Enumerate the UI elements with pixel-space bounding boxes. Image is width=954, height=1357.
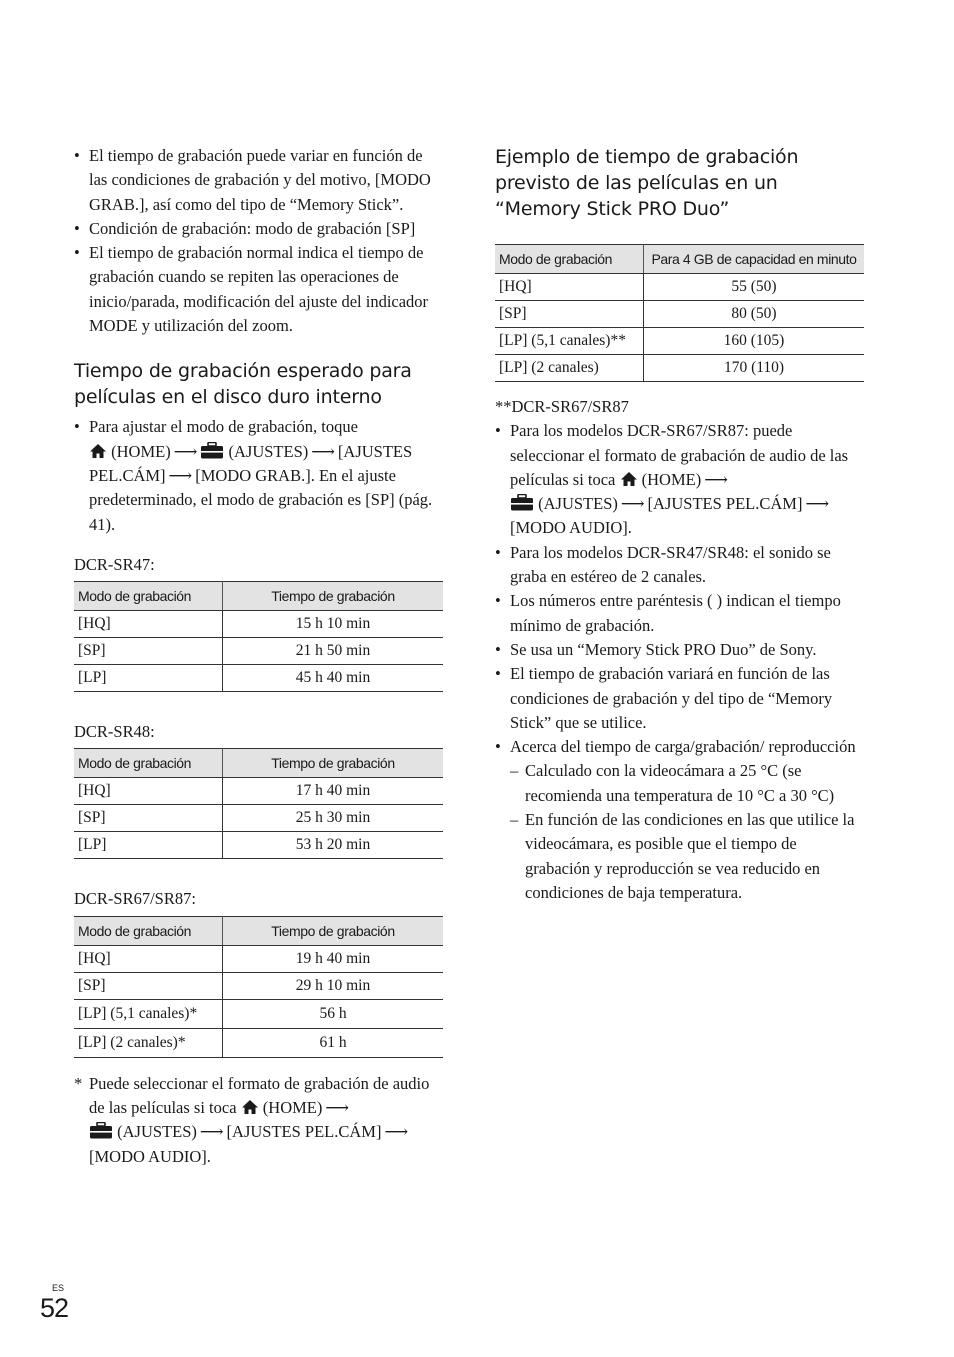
- left-column: [74, 144, 444, 1169]
- table-row: [495, 328, 864, 355]
- right-column: [495, 144, 865, 905]
- cell-minutes: 55 (50): [644, 274, 865, 301]
- column-header: Modo de grabación: [74, 749, 223, 778]
- arrow-right-icon: ⟶: [311, 441, 335, 461]
- cell-mode: [LP] (5,1 canales)*: [74, 999, 223, 1028]
- sub-bullets: [510, 759, 865, 905]
- cell-time: 53 h 20 min: [223, 832, 444, 859]
- home-icon: [241, 1099, 259, 1115]
- cell-time: 19 h 40 min: [223, 945, 444, 972]
- table-sr67-sr87: [74, 916, 443, 1058]
- column-header: Modo de grabación: [74, 582, 223, 611]
- note-bullet: • El tiempo de grabación variará en función de las condiciones de grabación y del tipo de “Memory Stick” que se utilice.: [495, 662, 865, 735]
- table-row: [74, 611, 443, 638]
- table-row: [74, 972, 443, 999]
- table-row: [74, 778, 443, 805]
- page-number: 52: [40, 1293, 69, 1323]
- cell-mode: [LP]: [74, 665, 223, 692]
- cell-time: 61 h: [223, 1028, 444, 1057]
- table-row: [74, 832, 443, 859]
- footnote: * Puede seleccionar el formato de grabación de audio de las películas si toca (HOME) ⟶ (AJUSTES) ⟶ [AJUSTES PEL.CÁM] ⟶ [MODO AUDIO].: [74, 1073, 430, 1166]
- note-bullet: • Se usa un “Memory Stick PRO Duo” de Sony.: [495, 638, 865, 662]
- cell-time: 45 h 40 min: [223, 665, 444, 692]
- cell-mode: [LP] (5,1 canales)**: [495, 328, 644, 355]
- howto-bullet: • Para ajustar el modo de grabación, toque (HOME) ⟶ (AJUSTES) ⟶ [AJUSTES PEL.CÁM] ⟶ [MODO GRAB.]. En el ajuste predeterminado, el modo de grabación es [SP] (pág. 41).: [74, 415, 444, 536]
- model-label-sr48: DCR-SR48:: [74, 722, 155, 742]
- toolbox-icon: [510, 494, 534, 511]
- page-footer: [40, 1283, 68, 1323]
- cell-time: 25 h 30 min: [223, 805, 444, 832]
- cell-mode: [SP]: [74, 638, 223, 665]
- cell-mode: [SP]: [74, 972, 223, 999]
- table-row: [495, 301, 864, 328]
- table-row: [74, 805, 443, 832]
- arrow-right-icon: ⟶: [384, 1122, 409, 1142]
- note-bullet-audio: • Para los modelos DCR-SR67/SR87: puede seleccionar el formato de grabación de audio de las películas si toca (HOME) ⟶ (AJUSTES) ⟶ [AJUSTES PEL.CÁM] ⟶ [MODO AUDIO].: [495, 419, 865, 540]
- table-row: [74, 665, 443, 692]
- sub-bullet: – Calculado con la videocámara a 25 °C (se recomienda una temperatura de 10 °C a 30 °C): [510, 759, 865, 808]
- toolbox-icon: [200, 442, 224, 459]
- arrow-right-icon: ⟶: [620, 494, 645, 514]
- intro-bullet: • Condición de grabación: modo de grabación [SP]: [74, 217, 444, 241]
- cell-mode: [LP] (2 canales): [495, 355, 644, 382]
- table-row: [74, 638, 443, 665]
- arrow-right-icon: ⟶: [168, 465, 193, 485]
- table-row: [74, 945, 443, 972]
- note-bullet: • Para los modelos DCR-SR47/SR48: el sonido se graba en estéreo de 2 canales.: [495, 541, 865, 590]
- cell-mode: [HQ]: [495, 274, 644, 301]
- table-row: [74, 1028, 443, 1057]
- home-icon: [89, 443, 107, 459]
- column-header: Tiempo de grabación: [223, 582, 444, 611]
- section-heading-memory-stick: Ejemplo de tiempo de grabación previsto de las películas en un “Memory Stick PRO Duo”: [495, 146, 799, 220]
- cell-minutes: 80 (50): [644, 301, 865, 328]
- intro-bullets: [74, 144, 444, 338]
- cell-mode: [LP] (2 canales)*: [74, 1028, 223, 1057]
- cell-mode: [HQ]: [74, 945, 223, 972]
- cell-minutes: 160 (105): [644, 328, 865, 355]
- table-row: [495, 355, 864, 382]
- language-code: ES: [52, 1283, 65, 1293]
- cell-time: 17 h 40 min: [223, 778, 444, 805]
- note-bullet-charge: • Acerca del tiempo de carga/grabación/ reproducción – Calculado con la videocámara a 25 °C (se recomienda una temperatura de 10 °C a 30 °C) – En función de las condiciones en las que utilice la videocámara, es posible que el tiempo de grabación y reproducción se vea reducido en condiciones de baja temperatura.: [495, 735, 865, 905]
- cell-mode: [SP]: [495, 301, 644, 328]
- cell-mode: [LP]: [74, 832, 223, 859]
- column-header: Tiempo de grabación: [223, 916, 444, 945]
- column-header: Modo de grabación: [495, 245, 644, 274]
- cell-mode: [SP]: [74, 805, 223, 832]
- section-heading-hdd: Tiempo de grabación esperado para películas en el disco duro interno: [74, 360, 412, 409]
- cell-mode: [HQ]: [74, 778, 223, 805]
- cell-time: 15 h 10 min: [223, 611, 444, 638]
- arrow-right-icon: ⟶: [704, 469, 728, 489]
- intro-bullet: • El tiempo de grabación normal indica el tiempo de grabación cuando se repiten las operaciones de inicio/parada, modificación del ajuste del indicador MODE y utilización del zoom.: [74, 241, 444, 338]
- column-header: Modo de grabación: [74, 916, 223, 945]
- arrow-right-icon: ⟶: [173, 441, 198, 461]
- arrow-right-icon: ⟶: [805, 494, 830, 514]
- arrow-right-icon: ⟶: [325, 1098, 350, 1118]
- column-header: Para 4 GB de capacidad en minuto: [644, 245, 865, 274]
- column-header: Tiempo de grabación: [223, 749, 444, 778]
- toolbox-icon: [89, 1122, 113, 1139]
- cell-time: 56 h: [223, 999, 444, 1028]
- arrow-right-icon: ⟶: [199, 1122, 224, 1142]
- note-bullet: • Los números entre paréntesis ( ) indican el tiempo mínimo de grabación.: [495, 589, 865, 638]
- table-row: [495, 274, 864, 301]
- table-sr47: [74, 581, 443, 692]
- table-memory-stick: [495, 244, 864, 382]
- sub-bullet: – En función de las condiciones en las que utilice la videocámara, es posible que el tiempo de grabación y reproducción se vea reducido en condiciones de baja temperatura.: [510, 808, 865, 905]
- table-row: [74, 999, 443, 1028]
- notes-bullets: [495, 419, 865, 905]
- model-label-sr67-sr87: DCR-SR67/SR87:: [74, 889, 196, 909]
- cell-time: 21 h 50 min: [223, 638, 444, 665]
- cell-minutes: 170 (110): [644, 355, 865, 382]
- howto-bullets: [74, 415, 444, 536]
- table-sr48: [74, 748, 443, 859]
- table-note-label: **DCR-SR67/SR87: [495, 397, 629, 416]
- cell-mode: [HQ]: [74, 611, 223, 638]
- intro-bullet: • El tiempo de grabación puede variar en función de las condiciones de grabación y del motivo, [MODO GRAB.], así como del tipo de “Memory Stick”.: [74, 144, 444, 217]
- cell-time: 29 h 10 min: [223, 972, 444, 999]
- model-label-sr47: DCR-SR47:: [74, 554, 155, 574]
- home-icon: [620, 471, 638, 487]
